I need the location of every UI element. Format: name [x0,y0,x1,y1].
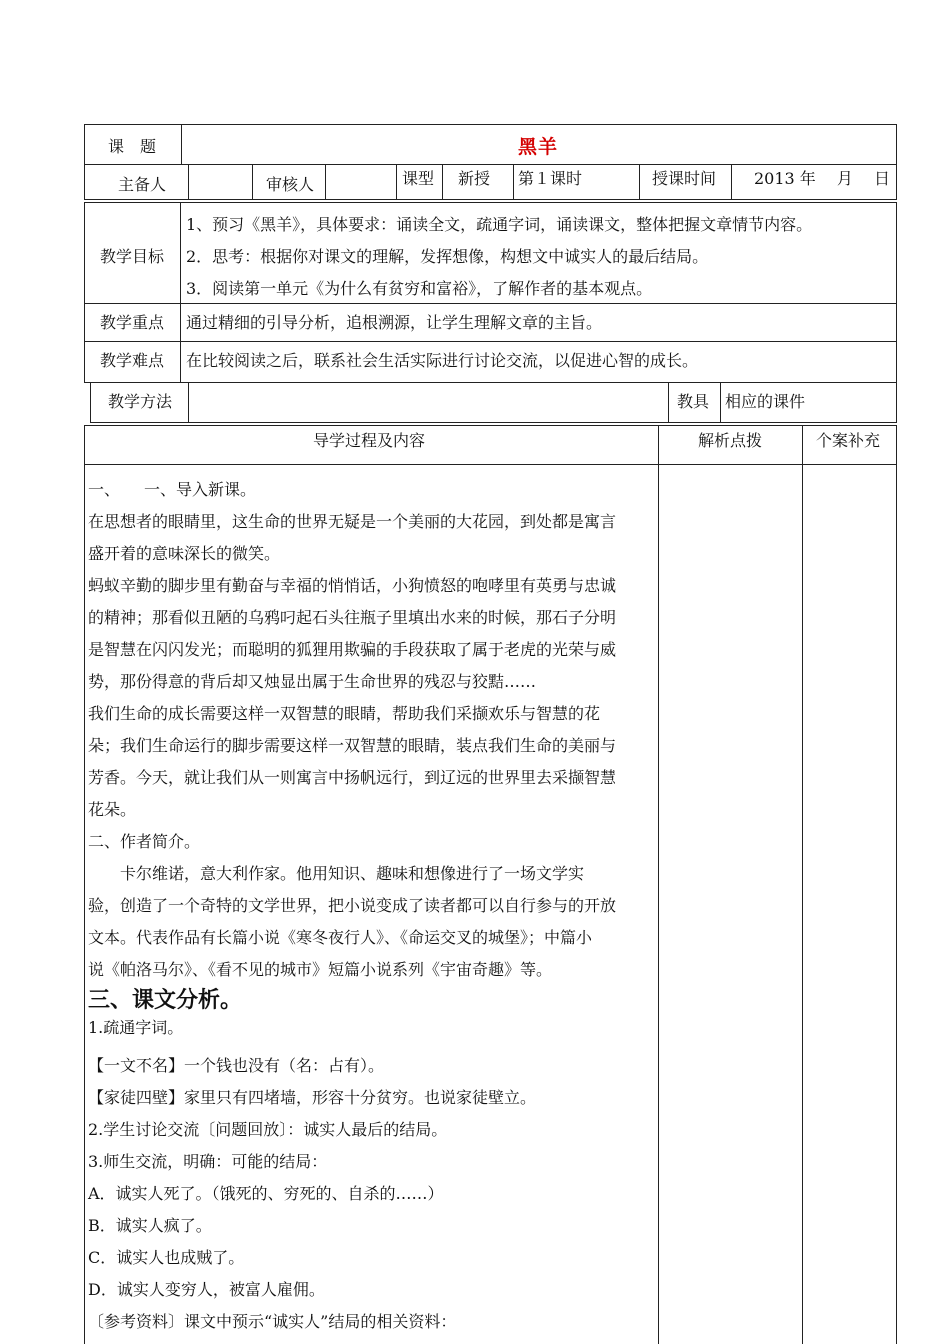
list-line: 【家徒四壁】家里只有四堵墙，形容十分贫穷。也说家徒壁立。 [88,1088,537,1107]
list-line: A．诚实人死了。（饿死的、穷死的、自杀的……） [88,1184,444,1203]
type-value: 新授 [458,169,491,188]
list-line: 〔参考资料〕课文中预示“诚实人”结局的相关资料： [88,1312,457,1331]
analysis-content-cell [658,464,803,1344]
lead-label: 主备人 [118,175,167,194]
list-line: 【一文不名】一个钱也没有（名：占有）。 [88,1056,385,1075]
difficulty-label: 教学难点 [100,351,165,370]
lead-value-cell [188,164,253,200]
section-1-heading: 一、 一、导入新课。 [88,480,257,499]
period-value: 第１课时 [518,169,583,188]
paragraph-line: 盛开着的意味深长的微笑。 [88,544,281,563]
topic-label: 课 题 [108,137,157,156]
reviewer-label: 审核人 [266,175,315,194]
key-point-text: 通过精细的引导分析，追根溯源，让学生理解文章的主旨。 [186,313,603,332]
list-line: C．诚实人也成贼了。 [88,1248,245,1267]
date-value: 2013 年 月 日 [754,169,890,188]
list-line: 3.师生交流，明确：可能的结局： [88,1152,328,1171]
goal-item: 2．思考：根据你对课文的理解，发挥想像，构想文中诚实人的最后结局。 [186,247,709,266]
goals-label: 教学目标 [100,247,165,266]
section-2-heading: 二、作者简介。 [88,832,201,851]
reviewer-value-cell [325,164,397,200]
list-line: 2.学生讨论交流〔问题回放〕：诚实人最后的结局。 [88,1120,448,1139]
key-point-label: 教学重点 [100,313,165,332]
paragraph-line: 说《帕洛马尔》、《看不见的城市》短篇小说系列《宇宙奇趣》等。 [88,960,553,979]
supplement-header: 个案补充 [816,431,881,450]
paragraph-line: 朵；我们生命运行的脚步需要这样一双智慧的眼睛，装点我们生命的美丽与 [88,736,617,755]
method-value-cell [188,382,669,423]
time-label: 授课时间 [652,169,717,188]
paragraph-line: 是智慧在闪闪发光；而聪明的狐狸用欺骗的手段获取了属于老虎的光荣与威 [88,640,617,659]
section-3-heading: 三、课文分析。 [88,987,243,1013]
goal-item: 1、预习《黑羊》，具体要求：诵读全文，疏通字词，诵读课文，整体把握文章情节内容。 [186,215,813,234]
lesson-title: 黑羊 [518,136,559,158]
paragraph-line: 势，那份得意的背后却又烛显出属于生命世界的残忍与狡黠…… [88,672,537,691]
paragraph-line: 文本。代表作品有长篇小说《寒冬夜行人》、《命运交叉的城堡》；中篇小 [88,928,593,947]
paragraph-line: 在思想者的眼睛里，这生命的世界无疑是一个美丽的大花园，到处都是寓言 [88,512,617,531]
tool-value: 相应的课件 [725,392,806,411]
tool-label: 教具 [677,392,710,411]
analysis-header: 解析点拨 [698,431,763,450]
paragraph-line: 蚂蚁辛勤的脚步里有勤奋与幸福的悄悄话，小狗愤怒的咆哮里有英勇与忠诚 [88,576,617,595]
list-line: 1.疏通字词。 [88,1018,184,1037]
goal-item: 3．阅读第一单元《为什么有贫穷和富裕》，了解作者的基本观点。 [186,279,653,298]
list-line: B．诚实人疯了。 [88,1216,212,1235]
type-label: 课型 [402,169,435,188]
difficulty-text: 在比较阅读之后，联系社会生活实际进行讨论交流，以促进心智的成长。 [186,351,699,370]
method-label: 教学方法 [108,392,173,411]
paragraph-line: 我们生命的成长需要这样一双智慧的眼睛，帮助我们采撷欢乐与智慧的花 [88,704,601,723]
paragraph-line: 卡尔维诺，意大利作家。他用知识、趣味和想像进行了一场文学实 [88,864,585,883]
paragraph-line: 验，创造了一个奇特的文学世界，把小说变成了读者都可以自行参与的开放 [88,896,617,915]
process-header: 导学过程及内容 [313,431,426,450]
list-line: D．诚实人变穷人，被富人雇佣。 [88,1280,325,1299]
paragraph-line: 花朵。 [88,800,137,819]
paragraph-line: 芳香。今天，就让我们从一则寓言中扬帆远行，到辽远的世界里去采撷智慧 [88,768,617,787]
paragraph-line: 的精神；那看似丑陋的乌鸦叼起石头往瓶子里填出水来的时候，那石子分明 [88,608,617,627]
supplement-content-cell [802,464,897,1344]
